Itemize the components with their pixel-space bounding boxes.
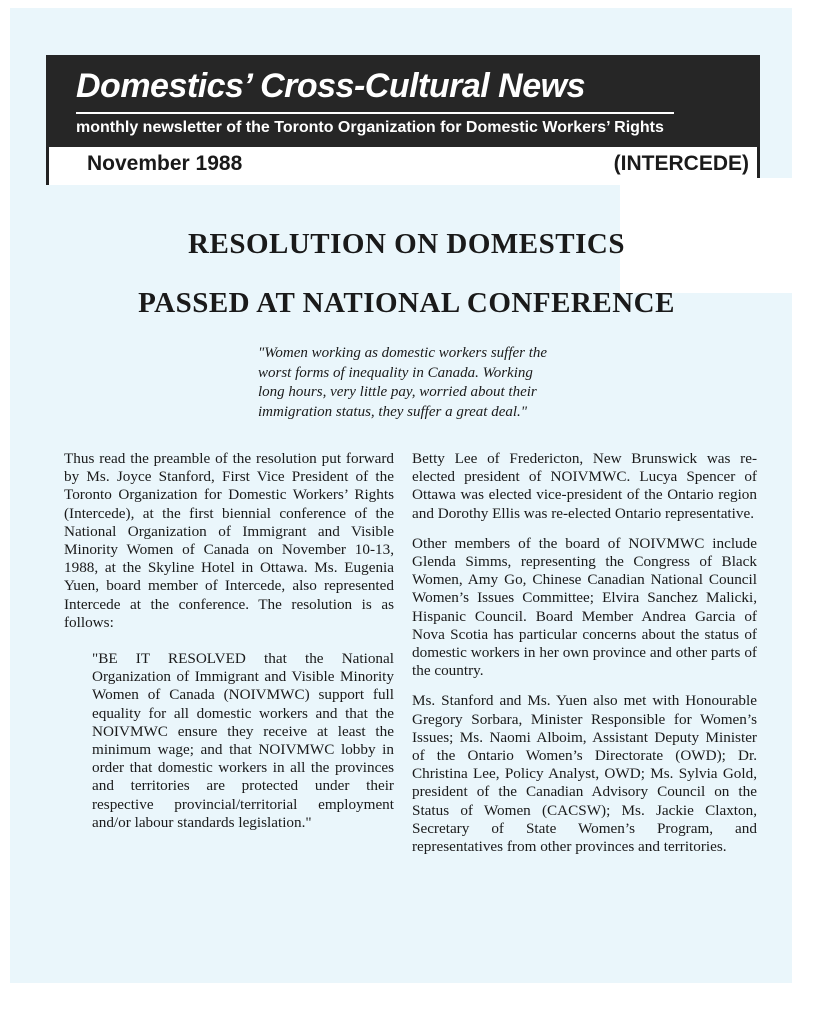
newsletter-subtitle: monthly newsletter of the Toronto Organization for Domestic Workers’ Rights	[76, 119, 664, 136]
left-column	[64, 450, 394, 832]
title-underline	[76, 112, 674, 114]
board-members-paragraph: Other members of the board of NOIVMWC include Glenda Simms, representing the Congress of Black Women, Amy Go, Chinese Canadian National Council Women’s Issues Committee; Elvira Sanchez Malicki, Hispanic Council. Board Member Andrea Garcia of Nova Scotia has particular concerns about the status of domestic workers in her own province and other parts of the country.	[412, 534, 757, 680]
headline-line-2: PASSED AT NATIONAL CONFERENCE	[138, 287, 675, 319]
headline-line-1: RESOLUTION ON DOMESTICS	[188, 228, 625, 260]
masthead	[46, 55, 760, 147]
org-tag: (INTERCEDE)	[613, 152, 749, 175]
intro-paragraph: Thus read the preamble of the resolution put forward by Ms. Joyce Stanford, First Vice President of the Toronto Organization for Domestic Workers’ Rights (Intercede), at the first biennial conference of the National Organization of Immigrant and Visible Minority Women of Canada on November 10-13, 1988, at the Skyline Hotel in Ottawa. Ms. Eugenia Yuen, board member of Intercede, also represented Intercede at the conference. The resolution is as follows:	[64, 450, 394, 631]
pull-quote: "Women working as domestic workers suffer the worst forms of inequality in Canada. Working long hours, very little pay, worried about their immigration status, they suffer a great deal."	[258, 345, 548, 420]
resolution-text: "BE IT RESOLVED that the National Organization of Immigrant and Visible Minority Women of Canada (NOIVMWC) support full equality for all domestic workers and that the NOIVMWC ensure they receive at least the minimum wage; and that NOIVMWC lobby in order that domestic workers in all the provinces and territories are protected under their respective provincial/territorial employment and/or labour standards legislation."	[92, 650, 394, 831]
right-column	[412, 450, 757, 868]
issue-date: November 1988	[87, 152, 243, 175]
board-election-paragraph: Betty Lee of Fredericton, New Brunswick was re-elected president of NOIVMWC. Lucya Spencer of Ottawa was elected vice-president of the Ontario region and Dorothy Ellis was re-elected Ontario representative.	[412, 450, 757, 522]
meetings-paragraph: Ms. Stanford and Ms. Yuen also met with Honourable Gregory Sorbara, Minister Responsible for Women’s Issues; Ms. Naomi Alboim, Assistant Deputy Minister of the Ontario Women’s Directorate (OWD); Dr. Christina Lee, Policy Analyst, OWD; Ms. Sylvia Gold, president of the Canadian Advisory Council on the Status of Women (CACSW); Ms. Jackie Claxton, Secretary of State Women’s Program, and representatives from other provinces and territories.	[412, 692, 757, 856]
newsletter-title: Domestics’ Cross-Cultural News	[76, 67, 585, 105]
